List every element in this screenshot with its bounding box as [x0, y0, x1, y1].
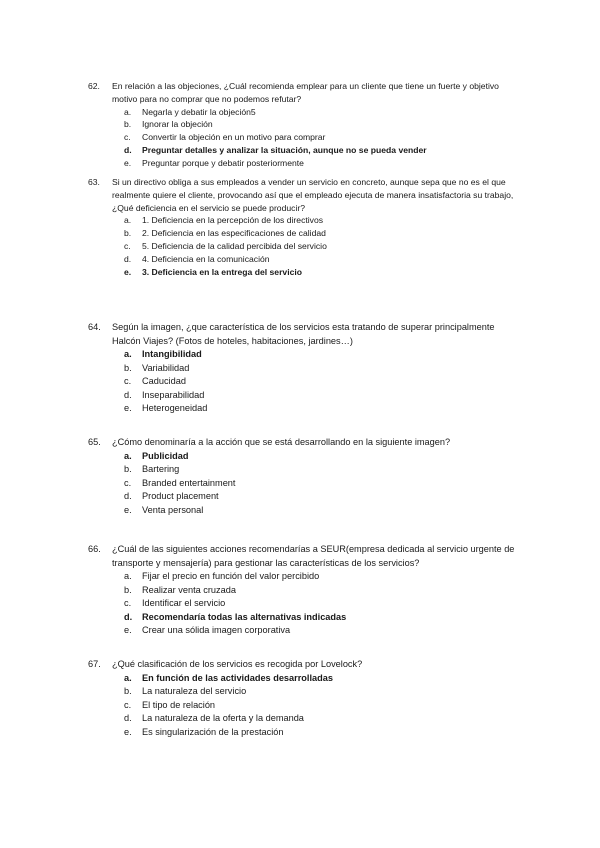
option-b: b. 2. Deficiencia en las especificaciones de calidad: [124, 228, 326, 239]
question-text: ¿Qué clasificación de los servicios es recogida por Lovelock?: [112, 659, 363, 669]
option-c: c. El tipo de relación: [124, 699, 216, 710]
option-d: d. 4. Deficiencia en la comunicación: [124, 253, 270, 264]
question-65: [88, 436, 518, 517]
option-a-correct: a. Intangibilidad: [124, 349, 202, 359]
options-list: [88, 672, 518, 740]
question-text: Si un directivo obliga a sus empleados a vender un servicio en concreto, aunque sepa que no es el que realmente quiere el cliente, provocando así que el empleado ejecuta de manera insatisfactoria su trabajo, ¿Qué deficiencia en el servicio se puede producir?: [112, 177, 514, 213]
options-list: [88, 106, 518, 170]
options-list: [88, 214, 518, 278]
option-c: c. Identificar el servicio: [124, 598, 226, 608]
option-e: e. Venta personal: [124, 504, 204, 515]
option-d-correct: d. Recomendaría todas las alternativas indicadas: [124, 611, 347, 622]
options-list: [88, 348, 518, 416]
option-e-correct: e. 3. Deficiencia en la entrega del servicio: [124, 266, 303, 277]
question-text: ¿Cuál de las siguientes acciones recomendarías a SEUR(empresa dedicada al servicio urgente de transporte y mensajería) para gestionar las características de los servicios?: [112, 544, 515, 568]
option-d: d. La naturaleza de la oferta y la demanda: [124, 713, 304, 723]
option-c: c. 5. Deficiencia de la calidad percibida del servicio: [124, 240, 327, 251]
question-63: [88, 176, 518, 278]
option-e: e. Preguntar porque y debatir posteriormente: [124, 157, 304, 168]
option-e: e. Crear una sólida imagen corporativa: [124, 625, 291, 635]
option-a: a. Negarla y debatir la objeción5: [124, 106, 256, 117]
option-a: a. Fijar el precio en función del valor percibido: [124, 571, 320, 581]
option-b: b. Ignorar la objeción: [124, 119, 213, 130]
option-a: a. 1. Deficiencia en la percepción de los directivos: [124, 215, 324, 226]
option-c: c. Convertir la objeción en un motivo para comprar: [124, 132, 326, 143]
options-list: [88, 570, 518, 638]
question-67: [88, 658, 518, 739]
question-64: [88, 321, 518, 416]
question-number: 64.: [88, 322, 101, 332]
option-d: d. Product placement: [124, 491, 219, 501]
question-number: 63.: [88, 177, 100, 187]
options-list: [88, 450, 518, 518]
option-b: b. Variabilidad: [124, 362, 190, 373]
question-66: [88, 543, 518, 638]
option-b: b. Realizar venta cruzada: [124, 584, 236, 595]
option-c: c. Branded entertainment: [124, 477, 236, 488]
option-b: b. Bartering: [124, 464, 180, 474]
question-number: 66.: [88, 544, 101, 554]
option-a-correct: a. Publicidad: [124, 450, 189, 461]
option-b: b. La naturaleza del servicio: [124, 686, 247, 696]
option-d: d. Inseparabilidad: [124, 389, 205, 400]
option-d-correct: d. Preguntar detalles y analizar la situación, aunque no se pueda vender: [124, 144, 427, 155]
question-number: 65.: [88, 437, 101, 447]
option-e: e. Es singularización de la prestación: [124, 726, 284, 737]
option-e: e. Heterogeneidad: [124, 403, 208, 413]
option-c: c. Caducidad: [124, 376, 186, 386]
question-text: ¿Cómo denominaría a la acción que se está desarrollando en la siguiente imagen?: [112, 437, 451, 447]
question-number: 67.: [88, 659, 101, 669]
question-text: En relación a las objeciones, ¿Cuál recomienda emplear para un cliente que tiene un fuerte y objetivo motivo para no comprar que no podemos refutar?: [112, 81, 499, 104]
question-62: [88, 80, 518, 170]
question-number: 62.: [88, 81, 100, 91]
question-text: Según la imagen, ¿que característica de los servicios esta tratando de superar principalmente Halcón Viajes? (Fotos de hoteles, habitaciones, jardines…): [112, 322, 495, 346]
option-a-correct: a. En función de las actividades desarrolladas: [124, 672, 333, 683]
